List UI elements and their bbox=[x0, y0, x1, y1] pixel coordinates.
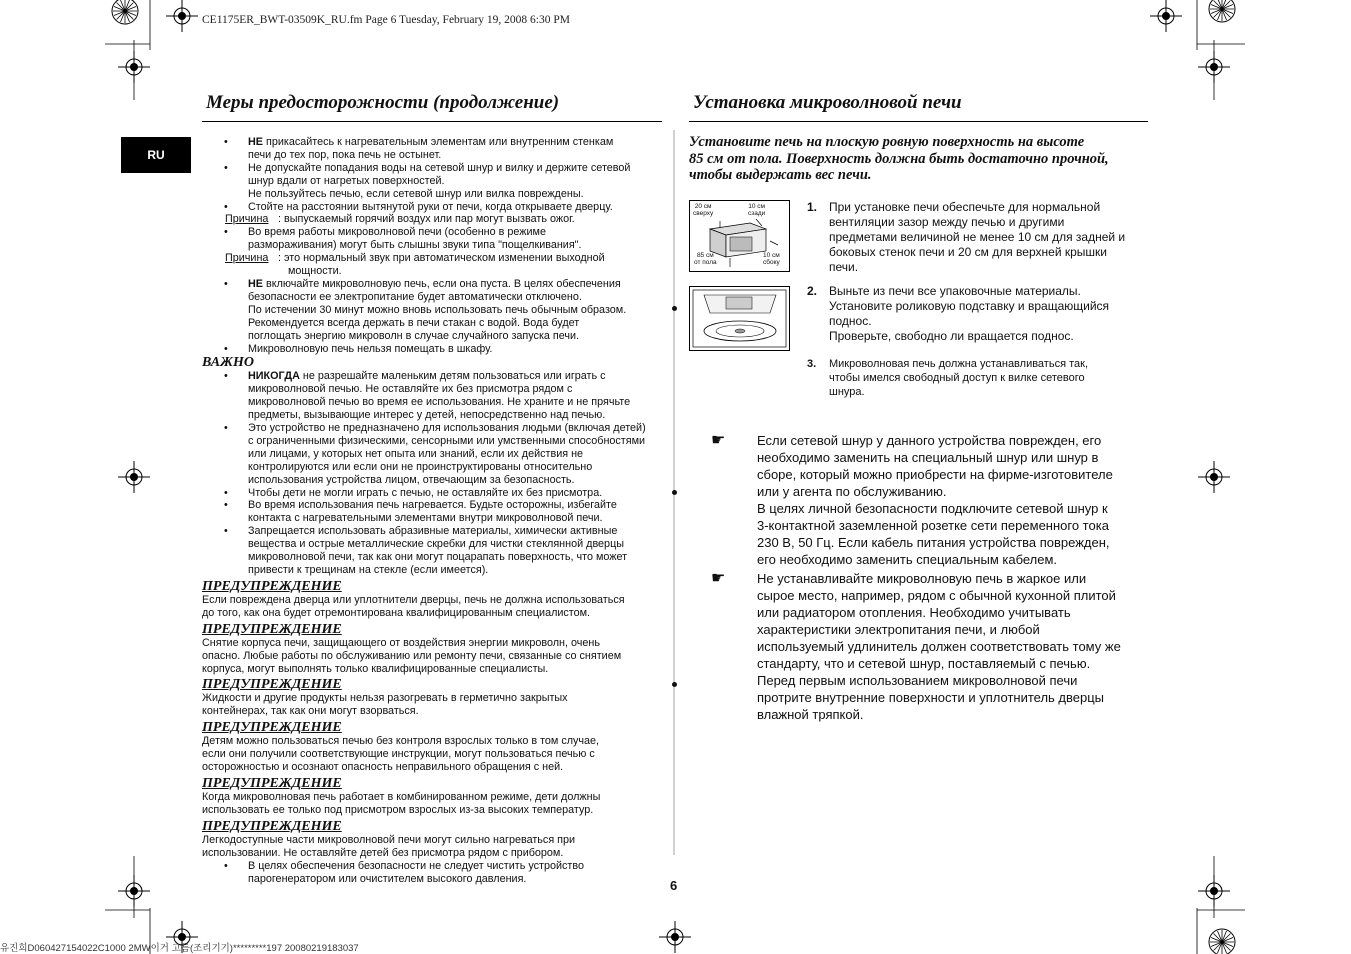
reason-note-continuation: мощности. bbox=[288, 265, 342, 278]
right-title-rule bbox=[689, 121, 1148, 122]
warning-text: Легкодоступные части микроволновой печи могут сильно нагреваться при использовании. Не оставляйте детей без присмотра рядом с прибором. bbox=[202, 833, 576, 859]
install-intro: Установите печь на плоскую ровную поверхность на высоте 85 см от пола. Поверхность должна быть достаточно прочной, чтобы выдержать вес печи. bbox=[689, 134, 1109, 183]
margin-dot bbox=[672, 490, 677, 495]
print-footer: 유진희D060427154022C1000 2MW이거 고름(조리기기)*********197 20080219183037 bbox=[0, 943, 359, 954]
clearance-diagram bbox=[689, 200, 790, 272]
warning-heading: ПРЕДУПРЕЖДЕНИЕ bbox=[202, 677, 342, 693]
warning-text: Если повреждена дверца или уплотнители дверцы, печь не должна использоваться до того, как она будет отремонтирована квалифицированным специалистом. bbox=[202, 593, 625, 619]
registration-mark bbox=[1150, 0, 1182, 32]
pointing-hand-icon: ☛ bbox=[711, 432, 726, 449]
warning-heading: ПРЕДУПРЕЖДЕНИЕ bbox=[202, 775, 342, 791]
turntable-illustration bbox=[690, 287, 789, 350]
registration-mark bbox=[659, 921, 691, 953]
list-item: • Запрещается использовать абразивные материалы, химически активные вещества и острые металлические скребки для чистки стеклянной дверцы микроволновой печи, так как они могут поцарапать поверхность, что может привести к трещинам на стекле (если имеется). bbox=[202, 525, 662, 577]
list-item: • НЕ прикасайтесь к нагревательным элементам или внутренним стенкам печи до тех пор, пока печь не остынет. bbox=[202, 136, 662, 162]
clearance-floor-label: 85 см от пола bbox=[694, 252, 717, 266]
file-header: CE1175ER_BWT-03509K_RU.fm Page 6 Tuesday, February 19, 2008 6:30 PM bbox=[202, 14, 570, 26]
precautions-list bbox=[202, 136, 662, 885]
step-number: 2. bbox=[807, 284, 818, 298]
list-item: • Во время использования печь нагревается. Будьте осторожны, избегайте контакта с нагревательными элементами внутри микроволновой печи. bbox=[202, 499, 662, 525]
list-item: • В целях обеспечения безопасности не следует чистить устройство парогенератором или очистителем высокого давления. bbox=[202, 860, 662, 886]
warning-text: Жидкости и другие продукты нельзя разогревать в герметично закрытых контейнерах, так как они могут взорваться. bbox=[202, 692, 568, 718]
note-power-cord bbox=[711, 432, 1151, 568]
important-heading: ВАЖНО bbox=[202, 355, 254, 371]
list-item: • Во время работы микроволновой печи (особенно в режиме размораживания) могут быть слышны звуки типа "пощелкивания". bbox=[202, 226, 662, 252]
list-item: • НИКОГДА не разрешайте маленьким детям пользоваться или играть с микроволновой печью. Не оставляйте их без присмотра рядом с микроволновой печью во время ее использования. Не храните и не прячьте предметы, вызывающие интерес у детей, непосредственно над печью. bbox=[202, 370, 662, 422]
note-text: Если сетевой шнур у данного устройства поврежден, его необходимо заменить на специальный шнур или шнур в сборе, который можно приобрести на фирме-изготовителе или у агента по обслуживанию. В целях личной безопасности подключите сетевой шнур к 3-контактной заземленной розетке сети переменного тока 230 В, 50 Гц. Если кабель питания устройства поврежден, его необходимо заменить специальным кабелем. bbox=[757, 433, 1113, 567]
step-text: Микроволновая печь должна устанавливаться так, чтобы имелся свободный доступ к вилке сетевого шнура. bbox=[829, 358, 1088, 398]
clearance-top-label: 20 см сверху bbox=[693, 203, 714, 217]
warning-heading: ПРЕДУПРЕЖДЕНИЕ bbox=[202, 621, 342, 637]
left-section-title: Меры предосторожности (продолжение) bbox=[206, 92, 560, 113]
list-item: • Не допускайте попадания воды на сетевой шнур и вилку и держите сетевой шнур вдали от нагретых поверхностей. Не пользуйтесь печью, если сетевой шнур или вилка повреждены. bbox=[202, 162, 662, 201]
reason-note: Причина : это нормальный звук при автоматическом изменении выходной bbox=[225, 252, 605, 265]
warning-heading: ПРЕДУПРЕЖДЕНИЕ bbox=[202, 818, 342, 834]
left-title-rule bbox=[202, 121, 662, 122]
warning-heading: ПРЕДУПРЕЖДЕНИЕ bbox=[202, 720, 342, 736]
registration-mark bbox=[118, 461, 150, 493]
warning-heading: ПРЕДУПРЕЖДЕНИЕ bbox=[202, 578, 342, 594]
clearance-back-label: 10 см сзади bbox=[748, 203, 766, 217]
note-text: Не устанавливайте микроволновую печь в жаркое или сырое место, например, рядом с обычной кухонной плитой или радиатором отопления. Необходимо учитывать характеристики электропитания печи, и любой используемый удлинитель должен соответствовать тому же стандарту, что и сетевой шнур, поставляемый с печью. Перед первым использованием микроволновой печи протрите внутренние поверхности и уплотнитель дверцы влажной тряпкой. bbox=[757, 571, 1121, 722]
install-step-3 bbox=[807, 357, 1149, 403]
warning-text: Когда микроволновая печь работает в комбинированном режиме, дети должны использовать ее только под присмотром взрослых из-за высоких температур. bbox=[202, 790, 601, 816]
list-item: • Это устройство не предназначено для использования людьми (включая детей) с ограниченными физическими, сенсорными или умственными способностями или лицами, у которых нет опыта или знаний, если их действия не контролируются или если они не проинструктированы относительно использования устройства лицом, отвечающим за безопасность. bbox=[202, 422, 662, 487]
right-section-title: Установка микроволновой печи bbox=[693, 92, 962, 113]
turntable-diagram bbox=[689, 286, 790, 351]
list-item: • Микроволновую печь нельзя помещать в шкафу. bbox=[202, 343, 662, 356]
warning-text: Детям можно пользоваться печью без контроля взрослых только в том случае, если они получили соответствующие инструкции, могут пользоваться печью с осторожностью и осознают опасность неправильного обращения с ней. bbox=[202, 735, 600, 774]
color-wheel-mark bbox=[1209, 929, 1235, 954]
install-step-1 bbox=[807, 200, 1149, 275]
color-wheel-mark bbox=[1209, 0, 1235, 22]
warning-text: Снятие корпуса печи, защищающего от воздействия энергии микроволн, очень опасно. Любые работы по обслуживанию или ремонту печи, связанные со снятием корпуса, могут выполнять только квалифицированные специалисты. bbox=[202, 636, 622, 675]
language-tab: RU bbox=[121, 137, 191, 173]
note-placement bbox=[711, 570, 1151, 723]
clearance-side-label: 10 см сбоку bbox=[763, 252, 780, 266]
install-step-2 bbox=[807, 284, 1149, 346]
margin-dot bbox=[672, 306, 677, 311]
registration-mark bbox=[166, 0, 198, 32]
list-item: • Стойте на расстоянии вытянутой руки от печи, когда открываете дверцу. bbox=[202, 201, 662, 214]
reason-note: Причина : выпускаемый горячий воздух или пар могут вызвать ожог. bbox=[225, 213, 575, 226]
margin-dot bbox=[672, 682, 677, 687]
step-text: Выньте из печи все упаковочные материалы. Установите роликовую подставку и вращающийся поднос. Проверьте, свободно ли вращается поднос. bbox=[829, 284, 1110, 343]
step-text: При установке печи обеспечьте для нормальной вентиляции зазор между печью и другими предметами величиной не менее 10 см для задней и боковых стенок печи и 20 см для верхней крышки печи. bbox=[829, 200, 1126, 274]
step-number: 3. bbox=[807, 358, 817, 370]
pointing-hand-icon: ☛ bbox=[711, 570, 726, 587]
list-item: • Чтобы дети не могли играть с печью, не оставляйте их без присмотра. bbox=[202, 487, 662, 500]
list-item: • НЕ включайте микроволновую печь, если она пуста. В целях обеспечения безопасности ее электропитание будет автоматически отключено. По истечении 30 минут можно вновь использовать печь обычным образом. Рекомендуется всегда держать в печи стакан с водой. Вода будет поглощать энергию микроволн в случае случайного запуска печи. bbox=[202, 278, 662, 343]
color-wheel-mark bbox=[112, 0, 138, 24]
step-number: 1. bbox=[807, 200, 818, 214]
page-number: 6 bbox=[670, 878, 678, 893]
registration-mark bbox=[1198, 461, 1230, 493]
